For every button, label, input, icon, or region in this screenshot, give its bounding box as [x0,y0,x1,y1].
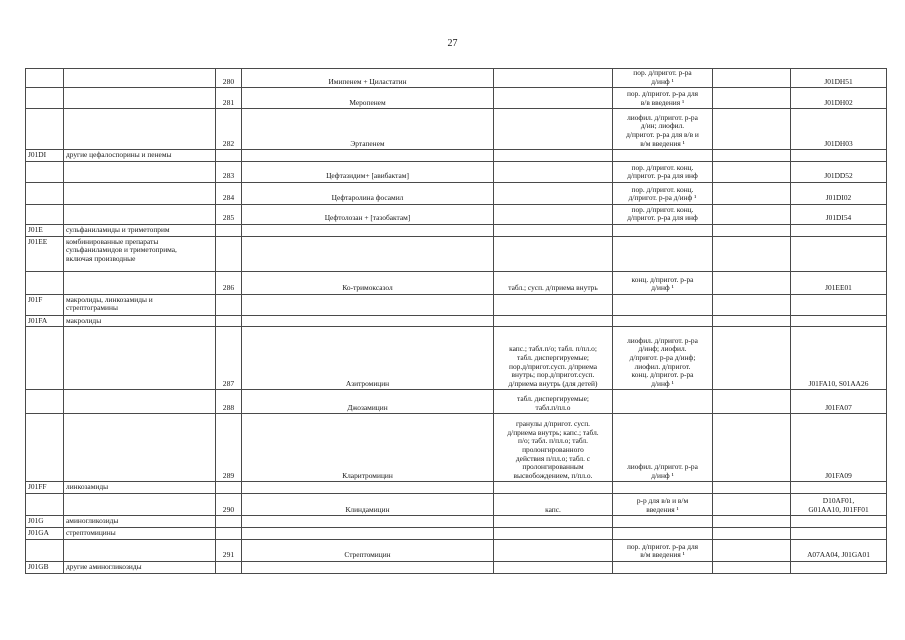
injection-form-cell [613,527,713,539]
blank-cell [713,327,791,390]
drug-number-cell [216,482,242,494]
blank-cell [713,224,791,236]
atc-group-name-cell: сульфаниламиды и триметоприм [64,224,216,236]
oral-form-cell [494,539,613,561]
atc-group-code-cell: J01E [26,224,64,236]
drug-row [26,161,887,182]
drug-number-cell: 291 [216,539,242,561]
drug-name-cell: Джозамицин [242,390,494,414]
injection-form-cell: лиофил. д/пригот. р-ра д/ин; лиофил. д/пригот. р-ра для в/в и в/м введения ¹ [613,109,713,150]
injection-form-cell [613,516,713,528]
atc-group-name-cell [64,539,216,561]
oral-form-cell: капс. [494,494,613,516]
blank-cell [713,561,791,573]
atc-group-code-cell: J01EE [26,236,64,271]
drug-number-cell [216,236,242,271]
atc-code-cell: J01FA10, S01AA26 [791,327,887,390]
blank-cell [713,109,791,150]
group-row [26,516,887,528]
atc-group-code-cell: J01FA [26,315,64,327]
atc-group-code-cell: J01GB [26,561,64,573]
oral-form-cell [494,182,613,204]
atc-code-cell [791,315,887,327]
drug-number-cell: 285 [216,204,242,224]
blank-cell [713,414,791,482]
atc-group-code-cell [26,69,64,88]
drug-name-cell: Клиндамицин [242,494,494,516]
drug-name-cell: Цефтолозан + [тазобактам] [242,204,494,224]
group-row [26,294,887,315]
atc-group-code-cell: J01GA [26,527,64,539]
drug-number-cell: 286 [216,271,242,294]
atc-group-code-cell [26,414,64,482]
injection-form-cell: пор. д/пригот. конц. д/пригот. р-ра для инф [613,161,713,182]
drug-row [26,88,887,109]
oral-form-cell: табл. диспергируемые; табл.п/пл.о [494,390,613,414]
injection-form-cell: пор. д/пригот. р-ра для в/м введения ¹ [613,539,713,561]
oral-form-cell [494,294,613,315]
drug-number-cell: 281 [216,88,242,109]
atc-group-code-cell: J01F [26,294,64,315]
atc-group-name-cell [64,494,216,516]
blank-cell [713,204,791,224]
drug-number-cell [216,150,242,162]
atc-group-code-cell [26,539,64,561]
oral-form-cell [494,88,613,109]
atc-group-code-cell [26,161,64,182]
atc-code-cell [791,294,887,315]
drug-name-cell [242,294,494,315]
drug-name-cell: Эртапенем [242,109,494,150]
group-row [26,527,887,539]
table-body [26,69,887,574]
drug-name-cell [242,315,494,327]
drug-name-cell [242,224,494,236]
atc-group-code-cell [26,271,64,294]
atc-code-cell: J01DH51 [791,69,887,88]
atc-group-name-cell: другие цефалоспорины и пенемы [64,150,216,162]
atc-group-name-cell [64,327,216,390]
atc-code-cell: J01FA07 [791,390,887,414]
drug-number-cell [216,561,242,573]
drug-number-cell [216,294,242,315]
oral-form-cell [494,109,613,150]
atc-group-name-cell [64,69,216,88]
atc-group-name-cell [64,204,216,224]
drug-row [26,539,887,561]
blank-cell [713,315,791,327]
drug-name-cell [242,561,494,573]
injection-form-cell [613,315,713,327]
atc-group-name-cell [64,88,216,109]
drug-name-cell: Цефтаролина фосамил [242,182,494,204]
blank-cell [713,539,791,561]
blank-cell [713,494,791,516]
injection-form-cell: пор. д/пригот. конц. д/пригот. р-ра д/инф ¹ [613,182,713,204]
atc-code-cell: J01DI54 [791,204,887,224]
oral-form-cell: гранулы д/пригот. сусп. д/приема внутрь; капс.; табл. п/о; табл. п/пл.о; табл. пролонгированного действия п/пл.о; табл. с пролонгированным высвобождением, п/пл.о. [494,414,613,482]
drug-name-cell: Цефтазидим+ [авибактам] [242,161,494,182]
drug-number-cell [216,224,242,236]
atc-group-name-cell: макролиды, линкозамиды и стрептограмины [64,294,216,315]
atc-group-name-cell [64,161,216,182]
atc-group-code-cell [26,390,64,414]
atc-code-cell: A07AA04, J01GA01 [791,539,887,561]
oral-form-cell [494,236,613,271]
drug-number-cell: 282 [216,109,242,150]
injection-form-cell [613,224,713,236]
atc-group-name-cell [64,109,216,150]
drug-row [26,327,887,390]
injection-form-cell: пор. д/пригот. р-ра для в/в введения ¹ [613,88,713,109]
blank-cell [713,88,791,109]
drug-name-cell: Имипенем + Циластатин [242,69,494,88]
drug-name-cell [242,527,494,539]
group-row [26,561,887,573]
injection-form-cell: пор. д/пригот. р-ра д/инф ¹ [613,69,713,88]
atc-group-name-cell: другие аминогликозиды [64,561,216,573]
oral-form-cell [494,204,613,224]
atc-group-code-cell [26,494,64,516]
atc-group-name-cell [64,390,216,414]
drug-name-cell [242,482,494,494]
atc-group-name-cell [64,271,216,294]
injection-form-cell: пор. д/пригот. конц. д/пригот. р-ра для инф [613,204,713,224]
atc-code-cell: J01DH02 [791,88,887,109]
atc-code-cell [791,150,887,162]
drug-name-cell: Ко-тримоксазол [242,271,494,294]
atc-group-name-cell: макролиды [64,315,216,327]
blank-cell [713,182,791,204]
injection-form-cell [613,294,713,315]
drug-row [26,182,887,204]
drug-name-cell [242,516,494,528]
injection-form-cell [613,150,713,162]
atc-code-cell [791,482,887,494]
atc-group-code-cell [26,204,64,224]
drug-number-cell [216,315,242,327]
blank-cell [713,69,791,88]
atc-code-cell [791,224,887,236]
drug-row [26,109,887,150]
atc-code-cell: J01DH03 [791,109,887,150]
atc-group-code-cell: J01G [26,516,64,528]
injection-form-cell: лиофил. д/пригот. р-ра д/инф; лиофил. д/пригот. р-ра д/инф; лиофил. д/пригот. конц. д/пригот. р-ра д/инф ¹ [613,327,713,390]
group-row [26,224,887,236]
oral-form-cell [494,224,613,236]
drug-row [26,414,887,482]
atc-group-code-cell [26,182,64,204]
drug-number-cell [216,516,242,528]
drug-row [26,204,887,224]
drug-number-cell: 289 [216,414,242,482]
drug-row [26,494,887,516]
oral-form-cell [494,69,613,88]
oral-form-cell [494,482,613,494]
atc-group-name-cell [64,182,216,204]
atc-code-cell [791,527,887,539]
atc-code-cell [791,516,887,528]
blank-cell [713,150,791,162]
drug-name-cell: Меропенем [242,88,494,109]
oral-form-cell: капс.; табл.п/о; табл. п/пл.о; табл. диспергируемые; пор.д/пригот.сусп. д/приема внутрь; пор.д/пригот.сусп. д/приема внутрь (для детей) [494,327,613,390]
group-row [26,150,887,162]
drug-number-cell: 288 [216,390,242,414]
oral-form-cell: табл.; сусп. д/приема внутрь [494,271,613,294]
drug-number-cell [216,527,242,539]
oral-form-cell [494,516,613,528]
injection-form-cell [613,390,713,414]
atc-group-name-cell [64,414,216,482]
blank-cell [713,482,791,494]
atc-code-cell: J01FA09 [791,414,887,482]
atc-group-code-cell [26,109,64,150]
drug-number-cell: 290 [216,494,242,516]
page-number: 27 [447,38,458,49]
drug-name-cell: Азитромицин [242,327,494,390]
oral-form-cell [494,150,613,162]
blank-cell [713,390,791,414]
drug-row [26,69,887,88]
injection-form-cell: р-р для в/в и в/м введения ¹ [613,494,713,516]
drug-name-cell [242,150,494,162]
blank-cell [713,516,791,528]
oral-form-cell [494,315,613,327]
drug-name-cell [242,236,494,271]
drug-number-cell: 284 [216,182,242,204]
group-row [26,482,887,494]
injection-form-cell: лиофил. д/пригот. р-ра д/инф ¹ [613,414,713,482]
group-row [26,236,887,271]
drug-name-cell: Кларитромицин [242,414,494,482]
drug-list-table [25,68,887,574]
drug-number-cell: 280 [216,69,242,88]
drug-number-cell: 287 [216,327,242,390]
blank-cell [713,161,791,182]
atc-code-cell [791,561,887,573]
atc-group-code-cell [26,327,64,390]
injection-form-cell: конц. д/пригот. р-ра д/инф ¹ [613,271,713,294]
blank-cell [713,236,791,271]
drug-number-cell: 283 [216,161,242,182]
atc-code-cell: D10AF01, G01AA10, J01FF01 [791,494,887,516]
atc-group-name-cell: аминогликозиды [64,516,216,528]
blank-cell [713,294,791,315]
oral-form-cell [494,561,613,573]
drug-name-cell: Стрептомицин [242,539,494,561]
group-row [26,315,887,327]
atc-group-code-cell: J01FF [26,482,64,494]
atc-code-cell [791,236,887,271]
atc-group-name-cell: линкозамиды [64,482,216,494]
oral-form-cell [494,527,613,539]
atc-code-cell: J01DD52 [791,161,887,182]
injection-form-cell [613,482,713,494]
atc-group-name-cell: комбинированные препараты сульфаниламидов и триметоприма, включая производные [64,236,216,271]
atc-code-cell: J01DI02 [791,182,887,204]
blank-cell [713,271,791,294]
drug-row [26,271,887,294]
drug-row [26,390,887,414]
atc-code-cell: J01EE01 [791,271,887,294]
atc-group-code-cell: J01DI [26,150,64,162]
atc-group-name-cell: стрептомицины [64,527,216,539]
injection-form-cell [613,561,713,573]
oral-form-cell [494,161,613,182]
blank-cell [713,527,791,539]
injection-form-cell [613,236,713,271]
atc-group-code-cell [26,88,64,109]
